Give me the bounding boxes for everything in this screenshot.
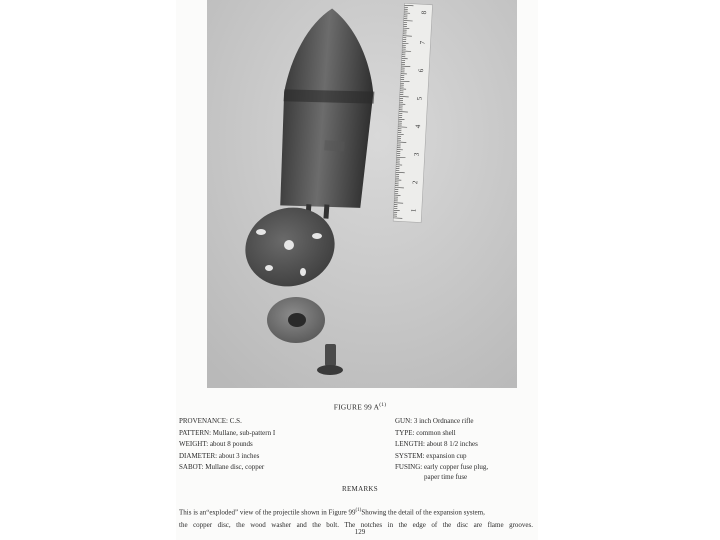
wood-washer bbox=[267, 297, 325, 343]
spec-pattern: PATTERN: Mullane, sub-pattern I bbox=[179, 428, 276, 437]
ruler-number: 5 bbox=[415, 96, 424, 101]
spec-system: SYSTEM: expansion cup bbox=[395, 451, 467, 460]
figure-footnote: (1) bbox=[379, 402, 387, 408]
ruler-number: 1 bbox=[409, 208, 418, 213]
ruler-number: 7 bbox=[418, 40, 427, 45]
remarks-heading: REMARKS bbox=[342, 485, 378, 493]
spec-provenance: PROVENANCE: C.S. bbox=[179, 417, 242, 425]
projectile-photograph bbox=[207, 0, 517, 388]
remarks-text-part2: Showing the detail of the expansion system, bbox=[361, 508, 485, 517]
spec-type: TYPE: common shell bbox=[395, 428, 456, 437]
remarks-text-part1: This is an“exploded” view of the projectile shown in Figure 99 bbox=[179, 508, 356, 517]
spec-weight: WEIGHT: about 8 pounds bbox=[179, 440, 253, 449]
ruler-number: 8 bbox=[420, 10, 429, 15]
spec-fusing: FUSING: early copper fuse plug, bbox=[395, 463, 489, 472]
ruler-number: 2 bbox=[411, 180, 420, 185]
figure-title: FIGURE 99 A bbox=[333, 402, 380, 412]
remarks-line-2: the copper disc, the wood washer and the bolt. The notches in the edge of the disc are flame grooves. bbox=[179, 520, 533, 529]
figure-caption bbox=[0, 402, 720, 412]
spec-fusing-continued: paper time fuse bbox=[424, 472, 468, 481]
remarks-line-1 bbox=[179, 505, 533, 519]
spec-diameter: DIAMETER: about 3 inches bbox=[179, 451, 260, 460]
spec-sabot: SABOT: Mullane disc, copper bbox=[179, 463, 265, 472]
page-number: 129 bbox=[354, 528, 366, 536]
spec-gun: GUN: 3 inch Ordnance rifle bbox=[395, 417, 474, 425]
specs-left bbox=[179, 416, 275, 474]
ruler-number: 4 bbox=[414, 124, 423, 129]
specs-right bbox=[395, 416, 488, 481]
spec-length: LENGTH: about 8 1/2 inches bbox=[395, 440, 478, 449]
ruler-number: 3 bbox=[412, 152, 421, 157]
remarks-reference: (1) bbox=[355, 508, 362, 513]
ruler-number: 6 bbox=[416, 68, 426, 73]
